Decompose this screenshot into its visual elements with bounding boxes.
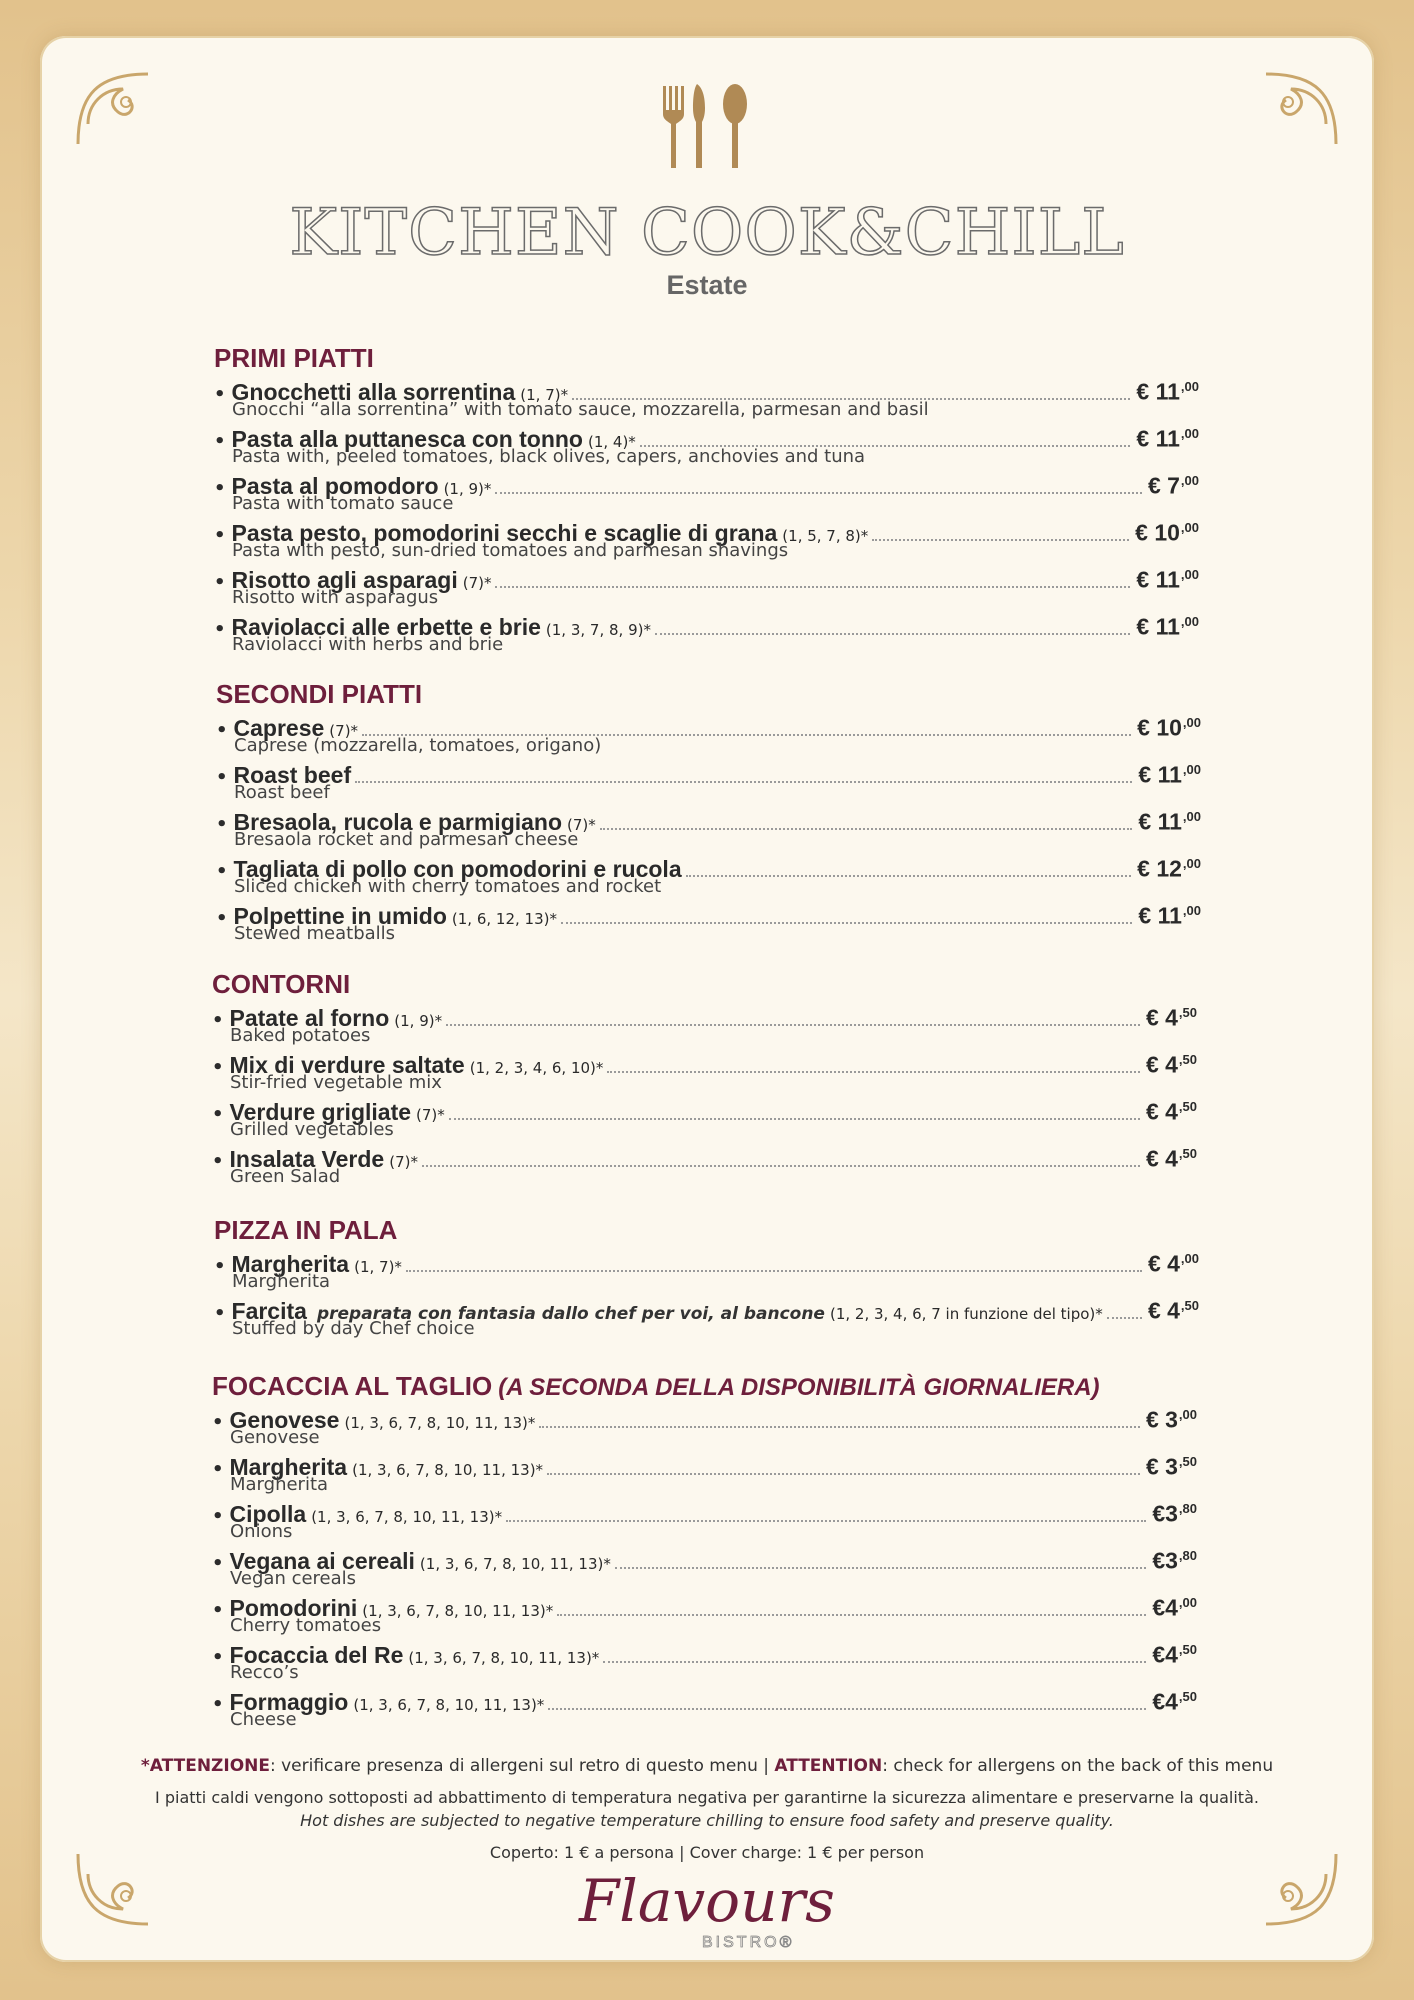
attention-en-text: : check for allergens on the back of this menu [882, 1756, 1274, 1776]
dot-leader [1107, 1317, 1142, 1319]
bullet-icon: • [214, 571, 226, 593]
price-cents: ,50 [1178, 1689, 1197, 1704]
item-allergens: (1, 9)* [394, 1011, 443, 1030]
item-price: € $12^{,00}$ [1137, 855, 1201, 882]
bullet-icon: • [214, 383, 226, 405]
price-cents: ,50 [1180, 1298, 1199, 1313]
attention-it-label: *ATTENZIONE [140, 1756, 270, 1776]
section-title: PIZZA IN PALA [214, 1215, 398, 1245]
bullet-icon: • [212, 1150, 224, 1172]
item-allergens: (7)* [462, 573, 492, 592]
section-primi [214, 342, 1199, 656]
corner-ornament-icon [68, 64, 158, 154]
bullet-icon: • [212, 1103, 224, 1125]
item-allergens: (1, 3, 6, 7, 8, 10, 11, 13)* [408, 1648, 600, 1667]
bullet-icon: • [216, 766, 228, 788]
price-cents: ,80 [1178, 1501, 1197, 1516]
menu-item [216, 898, 1201, 945]
dot-leader [506, 1520, 1146, 1522]
item-allergens: (7)* [329, 721, 359, 740]
dot-leader [607, 1071, 1140, 1073]
section-title: CONTORNI [212, 969, 351, 999]
item-allergens: (7)* [389, 1152, 418, 1171]
price-cents: ,00 [1182, 856, 1201, 871]
item-name: Pasta alla puttanesca con tonno [231, 425, 583, 452]
item-english: Stir-fried vegetable mix [230, 1072, 442, 1093]
item-price: € $4^{,50}$ [1145, 1098, 1197, 1125]
item-price: € $11^{,00}$ [1138, 902, 1201, 929]
price-cents: ,50 [1178, 1642, 1197, 1657]
item-name: Formaggio [229, 1688, 349, 1715]
price-cents: ,00 [1180, 614, 1199, 629]
item-english: Raviolacci with herbs and brie [232, 634, 504, 655]
item-allergens: (1, 7)* [354, 1257, 402, 1276]
menu-item [212, 1637, 1197, 1684]
menu-item [216, 757, 1201, 804]
bullet-icon: • [214, 1255, 226, 1277]
item-name: Margherita [231, 1250, 350, 1277]
menu-item [216, 851, 1201, 898]
item-price: € $10^{,00}$ [1135, 519, 1199, 546]
bullet-icon: • [214, 1302, 226, 1324]
price-cents: ,50 [1178, 1005, 1197, 1020]
item-price: € $11^{,00}$ [1136, 566, 1199, 593]
item-english: Grilled vegetables [230, 1119, 394, 1140]
section-title: FOCACCIA AL TAGLIO (A SECONDA DELLA DISPONIBILITÀ GIORNALIERA) [212, 1371, 1100, 1401]
item-price: € $11^{,00}$ [1138, 808, 1201, 835]
menu-item [212, 1590, 1197, 1637]
corner-ornament-icon [1256, 64, 1346, 154]
dot-leader [600, 828, 1133, 830]
dot-leader [449, 1118, 1140, 1120]
hot-dishes-it: I piatti caldi vengono sottoposti ad abbattimento di temperatura negativa per garantirne la sicurezza alimentare e preservarne la qualità. [155, 1788, 1259, 1807]
item-english: Sliced chicken with cherry tomatoes and rocket [234, 876, 662, 897]
menu-item [212, 1449, 1197, 1496]
bullet-icon: • [212, 1009, 224, 1031]
menu-item [214, 515, 1199, 562]
bullet-icon: • [212, 1411, 224, 1433]
dot-leader [495, 586, 1130, 588]
item-english: Stuffed by day Chef choice [232, 1318, 475, 1339]
item-price: € $4^{,50}$ [1145, 1145, 1197, 1172]
bullet-icon: • [212, 1693, 224, 1715]
allergen-notice [0, 1756, 1414, 1776]
attention-it-text: : verificare presenza di allergeni sul retro di questo menu | [269, 1756, 775, 1776]
item-name: Farcita [231, 1297, 307, 1324]
item-name: Pasta al pomodoro [231, 472, 439, 499]
item-price: € $4^{,50}$ [1145, 1051, 1197, 1078]
item-allergens: (1, 3, 6, 7, 8, 10, 11, 13)* [344, 1413, 536, 1432]
menu-item [214, 609, 1199, 656]
price-cents: ,00 [1180, 473, 1199, 488]
item-english: Margherita [232, 1271, 331, 1292]
section-focaccia [212, 1370, 1197, 1731]
bistro-logo [0, 1867, 1414, 1951]
item-english: Baked potatoes [230, 1025, 371, 1046]
item-price: € $4^{,50}$ [1145, 1004, 1197, 1031]
menu-item [214, 562, 1199, 609]
dot-leader [603, 1661, 1146, 1663]
item-english: Stewed meatballs [234, 923, 396, 944]
item-price: $€4^{,50}$ [1152, 1641, 1197, 1668]
bullet-icon: • [216, 719, 228, 741]
item-allergens: (1, 3, 6, 7, 8, 10, 11, 13)* [311, 1507, 503, 1526]
item-price: € $10^{,00}$ [1137, 714, 1201, 741]
dot-leader [557, 1614, 1146, 1616]
item-allergens: (1, 3, 7, 8, 9)* [545, 620, 651, 639]
item-price: $€3^{,80}$ [1152, 1547, 1197, 1574]
price-cents: ,00 [1178, 1595, 1197, 1610]
attention-en-label: ATTENTION [774, 1756, 883, 1776]
section-title: SECONDI PIATTI [216, 679, 423, 709]
section-pizza [214, 1214, 1199, 1340]
dot-leader [615, 1567, 1146, 1569]
item-price: $€4^{,00}$ [1152, 1594, 1197, 1621]
item-price: € $7^{,00}$ [1147, 472, 1199, 499]
dot-leader [422, 1165, 1140, 1167]
bullet-icon: • [214, 430, 226, 452]
menu-item [212, 1402, 1197, 1449]
item-name: Tagliata di pollo con pomodorini e rucola [233, 855, 682, 882]
menu-item [212, 1047, 1197, 1094]
bullet-icon: • [216, 907, 228, 929]
item-name: Pasta pesto, pomodorini secchi e scaglie di grana [231, 519, 778, 546]
logo-subtitle: BISTRO® [702, 1934, 795, 1951]
menu-item [212, 1496, 1197, 1543]
season-subtitle: Estate [666, 270, 748, 300]
item-description-it: preparata con fantasia dallo chef per voi, al bancone [316, 1303, 825, 1324]
section-title: PRIMI PIATTI [214, 343, 374, 373]
bullet-icon: • [212, 1505, 224, 1527]
bullet-icon: • [212, 1056, 224, 1078]
item-english: Vegan cereals [230, 1568, 357, 1589]
item-price: € $11^{,00}$ [1136, 425, 1199, 452]
item-english: Bresaola rocket and parmesan cheese [234, 829, 579, 850]
section-secondi [216, 678, 1201, 945]
price-cents: ,50 [1178, 1052, 1197, 1067]
menu-item [214, 1293, 1199, 1340]
price-cents: ,00 [1180, 379, 1199, 394]
item-allergens: (1, 3, 6, 7, 8, 10, 11, 13)* [419, 1554, 611, 1573]
item-name: Roast beef [233, 761, 352, 788]
item-price: € $11^{,00}$ [1136, 613, 1199, 640]
cutlery-icon [657, 84, 757, 168]
price-cents: ,50 [1178, 1454, 1197, 1469]
item-english: Cherry tomatoes [230, 1615, 382, 1636]
price-cents: ,00 [1180, 1251, 1199, 1266]
dot-leader [548, 1708, 1146, 1710]
item-allergens: (1, 6, 12, 13)* [451, 909, 557, 928]
dot-leader [655, 633, 1130, 635]
item-name: Insalata Verde [229, 1145, 385, 1172]
item-name: Polpettine in umido [233, 902, 447, 929]
item-english: Pasta with pesto, sun-dried tomatoes and parmesan shavings [232, 540, 789, 561]
item-english: Recco’s [230, 1662, 299, 1683]
price-cents: ,80 [1178, 1548, 1197, 1563]
section-contorni [212, 968, 1197, 1188]
cover-charge: Coperto: 1 € a persona | Cover charge: 1 € per person [489, 1843, 925, 1862]
menu-item [216, 804, 1201, 851]
item-english: Margherita [230, 1474, 329, 1495]
dot-leader [686, 875, 1132, 877]
item-allergens: (1, 9)* [443, 479, 492, 498]
item-allergens: (1, 3, 6, 7, 8, 10, 11, 13)* [352, 1460, 544, 1479]
dot-leader [355, 781, 1132, 783]
price-cents: ,50 [1178, 1146, 1197, 1161]
price-cents: ,00 [1180, 567, 1199, 582]
item-allergens: (7)* [416, 1105, 445, 1124]
item-name: Pomodorini [229, 1594, 358, 1621]
dot-leader [446, 1024, 1140, 1026]
dot-leader [547, 1473, 1140, 1475]
item-name: Margherita [229, 1453, 348, 1480]
dot-leader [406, 1270, 1142, 1272]
item-price: € $3^{,00}$ [1145, 1406, 1197, 1433]
item-english: Caprese (mozzarella, tomatoes, origano) [234, 735, 602, 756]
item-name: Gnocchetti alla sorrentina [231, 378, 516, 405]
item-english: Green Salad [230, 1166, 341, 1187]
item-english: Gnocchi “alla sorrentina” with tomato sauce, mozzarella, parmesan and basil [232, 399, 929, 420]
bullet-icon: • [212, 1552, 224, 1574]
item-allergens: (1, 2, 3, 4, 6, 10)* [469, 1058, 604, 1077]
item-allergens: (1, 5, 7, 8)* [782, 526, 869, 545]
dot-leader [872, 539, 1129, 541]
item-name: Verdure grigliate [229, 1098, 412, 1125]
dot-leader [539, 1426, 1140, 1428]
price-cents: ,00 [1178, 1407, 1197, 1422]
item-name: Vegana ai cereali [229, 1547, 415, 1574]
bullet-icon: • [214, 618, 226, 640]
bullet-icon: • [212, 1599, 224, 1621]
item-name: Focaccia del Re [229, 1641, 404, 1668]
item-english: Roast beef [234, 782, 330, 803]
item-price: € $11^{,00}$ [1138, 761, 1201, 788]
bullet-icon: • [214, 477, 226, 499]
section-note: (A SECONDA DELLA DISPONIBILITÀ GIORNALIERA) [498, 1374, 1100, 1401]
item-price: $€3^{,80}$ [1152, 1500, 1197, 1527]
menu-item [214, 1246, 1199, 1293]
restaurant-title: KITCHEN COOK&CHILL [289, 196, 1125, 270]
menu-item [212, 1543, 1197, 1590]
item-name: Mix di verdure saltate [229, 1051, 465, 1078]
item-price: € $3^{,50}$ [1145, 1453, 1197, 1480]
price-cents: ,00 [1180, 426, 1199, 441]
item-allergens: (1, 3, 6, 7, 8, 10, 11, 13)* [353, 1695, 545, 1714]
bullet-icon: • [216, 813, 228, 835]
item-allergens: (1, 7)* [520, 385, 569, 404]
dot-leader [561, 922, 1132, 924]
price-cents: ,00 [1180, 520, 1199, 535]
item-english: Pasta with tomato sauce [232, 493, 454, 514]
item-name: Bresaola, rucola e parmigiano [233, 808, 563, 835]
item-price: € $4^{,50}$ [1147, 1297, 1199, 1324]
item-name: Genovese [229, 1406, 340, 1433]
logo-name: Flavours [579, 1867, 835, 1935]
item-allergens: (1, 3, 6, 7, 8, 10, 11, 13)* [362, 1601, 554, 1620]
menu-item [214, 468, 1199, 515]
price-cents: ,00 [1182, 809, 1201, 824]
item-english: Pasta with, peeled tomatoes, black olives, capers, anchovies and tuna [232, 446, 866, 467]
item-price: € $11^{,00}$ [1136, 378, 1199, 405]
item-price: $€4^{,50}$ [1152, 1688, 1197, 1715]
menu-item [212, 1141, 1197, 1188]
item-allergens: (7)* [567, 815, 596, 834]
menu-item [214, 421, 1199, 468]
item-allergens: (1, 4)* [587, 432, 636, 451]
item-name: Caprese [233, 714, 325, 741]
item-english: Cheese [230, 1709, 297, 1730]
item-english: Genovese [230, 1427, 320, 1448]
menu-item [212, 1094, 1197, 1141]
item-name: Cipolla [229, 1500, 307, 1527]
menu-item [216, 710, 1201, 757]
menu-item [214, 374, 1199, 421]
item-english: Risotto with asparagus [232, 587, 439, 608]
bullet-icon: • [216, 860, 228, 882]
menu-item [212, 1000, 1197, 1047]
price-cents: ,50 [1178, 1099, 1197, 1114]
item-price: € $4^{,00}$ [1147, 1250, 1199, 1277]
hot-dishes-en: Hot dishes are subjected to negative temperature chilling to ensure food safety and preserve quality. [300, 1811, 1114, 1830]
dot-leader [495, 492, 1142, 494]
bullet-icon: • [212, 1646, 224, 1668]
item-english: Onions [230, 1521, 293, 1542]
menu-item [212, 1684, 1197, 1731]
item-name: Risotto agli asparagi [231, 566, 458, 593]
bullet-icon: • [212, 1458, 224, 1480]
item-name: Patate al forno [229, 1004, 390, 1031]
item-name: Raviolacci alle erbette e brie [231, 613, 541, 640]
item-allergens: (1, 2, 3, 4, 6, 7 in funzione del tipo)* [829, 1304, 1103, 1323]
price-cents: ,00 [1182, 762, 1201, 777]
price-cents: ,00 [1182, 715, 1201, 730]
bullet-icon: • [214, 524, 226, 546]
price-cents: ,00 [1182, 903, 1201, 918]
